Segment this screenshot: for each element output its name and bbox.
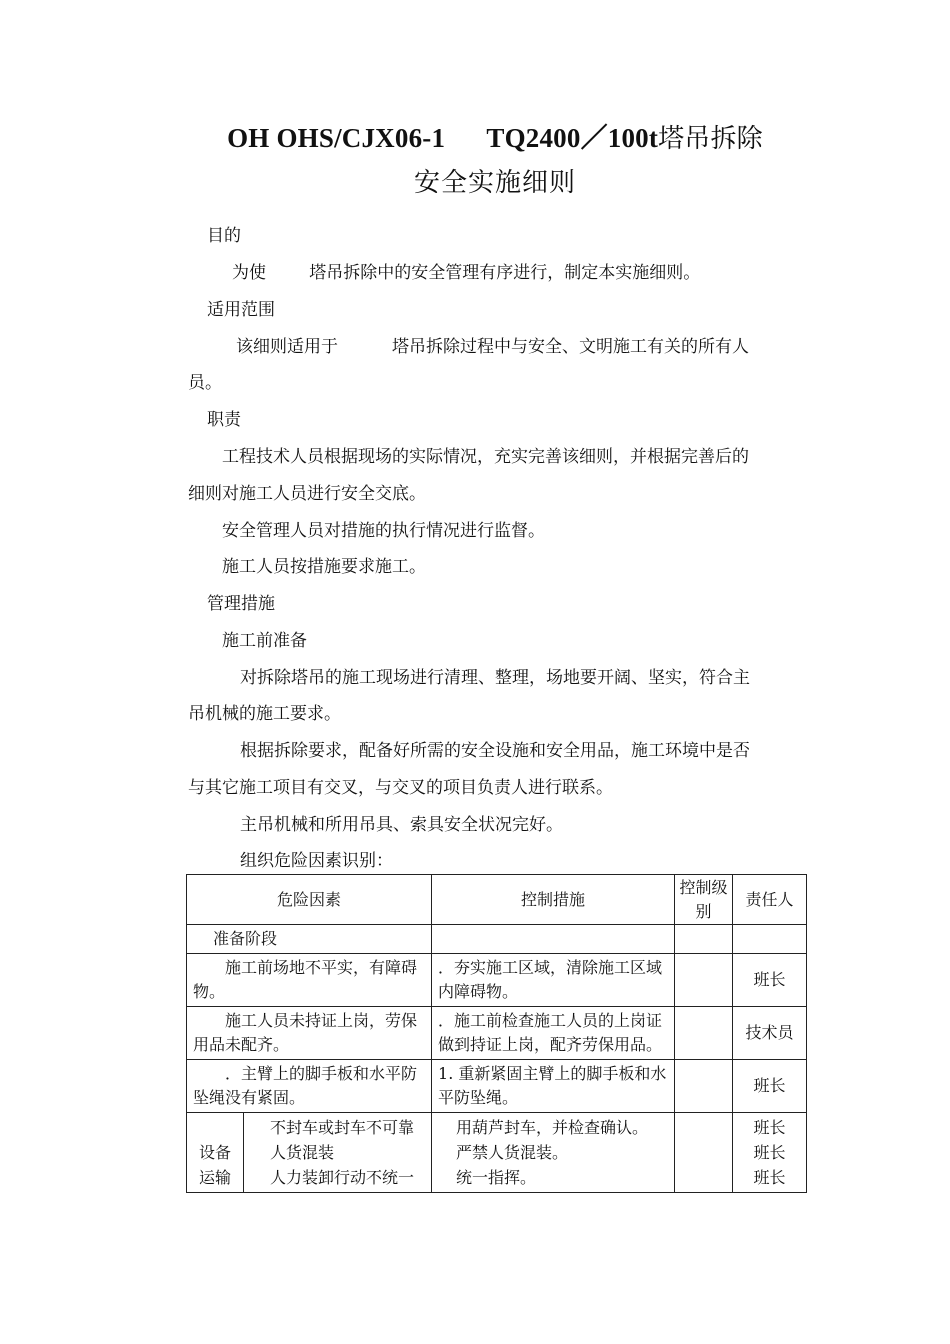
owner-cell: 班长 (733, 1060, 807, 1113)
table-row (187, 1060, 807, 1113)
transport-hazard-cell (244, 1113, 432, 1193)
transport-hazard: 不封车或封车不可靠 (270, 1118, 415, 1137)
level-cell (675, 1060, 733, 1113)
header-hazard: 危险因素 (187, 875, 432, 925)
table-row-transport (187, 1113, 807, 1193)
duty-text-3: 施工人员按措施要求施工。 (222, 557, 426, 577)
measure-cell: ．夯实施工区域，清除施工区域内障碍物。 (432, 954, 675, 1007)
hazard-table (186, 874, 807, 1193)
duty-text-1a: 工程技术人员根据现场的实际情况，充实完善该细则，并根据完善后的 (222, 447, 749, 467)
prep-text-3: 主吊机械和所用吊具、索具安全状况完好。 (240, 815, 563, 835)
prep-text-2b: 与其它施工项目有交叉，与交叉的项目负责人进行联系。 (188, 778, 613, 798)
transport-label-cell (187, 1113, 244, 1193)
duty-heading: 职责 (207, 410, 241, 430)
level-cell (675, 954, 733, 1007)
transport-measure: 用葫芦封车，并检查确认。 (456, 1118, 649, 1137)
duty-text-2: 安全管理人员对措施的执行情况进行监督。 (222, 521, 545, 541)
purpose-text: 为使 塔吊拆除中的安全管理有序进行，制定本实施细则。 (232, 263, 701, 283)
scope-text-1: 该细则适用于 塔吊拆除过程中与安全、文明施工有关的所有人 (236, 337, 750, 357)
header-owner: 责任人 (733, 875, 807, 925)
transport-label-1: 设备 (198, 1143, 231, 1162)
prep-heading: 施工前准备 (222, 631, 307, 651)
hazard-cell: 施工前场地不平实，有障碍物。 (187, 954, 432, 1007)
scope-text-2: 员。 (188, 373, 222, 393)
owner-cell: 技术员 (733, 1007, 807, 1060)
owner-cell: 班长 (733, 954, 807, 1007)
transport-measure-cell (432, 1113, 675, 1193)
document-title-line2: 安全实施细则 (413, 168, 576, 198)
prep-text-2a: 根据拆除要求，配备好所需的安全设施和安全用品，施工环境中是否 (240, 741, 750, 761)
transport-owner-cell (733, 1113, 807, 1193)
scope-heading: 适用范围 (207, 300, 275, 320)
transport-owner: 班长 (753, 1143, 786, 1162)
prep-text-1a: 对拆除塔吊的施工现场进行清理、整理，场地要开阔、坚实，符合主 (240, 668, 750, 688)
hazard-cell: 施工人员未持证上岗，劳保用品未配齐。 (187, 1007, 432, 1060)
document-title-cjk: 塔吊拆除 (658, 124, 763, 154)
header-measure: 控制措施 (432, 875, 675, 925)
stage-label: 准备阶段 (187, 925, 432, 954)
transport-label-2: 运输 (198, 1168, 231, 1187)
table-row (187, 1007, 807, 1060)
prep-text-1b: 吊机械的施工要求。 (188, 704, 341, 724)
purpose-heading: 目的 (207, 226, 241, 246)
header-level: 控制级别 (675, 875, 733, 925)
transport-measure: 统一指挥。 (456, 1168, 537, 1187)
transport-measure: 严禁人货混装。 (456, 1143, 569, 1162)
transport-hazard: 人货混装 (270, 1143, 335, 1162)
level-cell (675, 1007, 733, 1060)
prep-text-4: 组织危险因素识别： (240, 851, 393, 871)
table-row (187, 954, 807, 1007)
transport-owner: 班长 (753, 1168, 786, 1187)
transport-hazard: 人力装卸行动不统一 (270, 1168, 415, 1187)
measure-heading: 管理措施 (207, 594, 275, 614)
measure-cell: ．施工前检查施工人员的上岗证做到持证上岗，配齐劳保用品。 (432, 1007, 675, 1060)
table-row-stage (187, 925, 807, 954)
measure-cell: 1. 重新紧固主臂上的脚手板和水平防坠绳。 (432, 1060, 675, 1113)
transport-owner: 班长 (753, 1118, 786, 1137)
document-title-line1 (0, 116, 950, 155)
document-code: OH OHS/CJX06-1 TQ2400／100t (227, 123, 659, 153)
duty-text-1b: 细则对施工人员进行安全交底。 (188, 484, 426, 504)
table-header-row (187, 875, 807, 925)
hazard-cell: ．主臂上的脚手板和水平防坠绳没有紧固。 (187, 1060, 432, 1113)
level-cell (675, 1113, 733, 1193)
